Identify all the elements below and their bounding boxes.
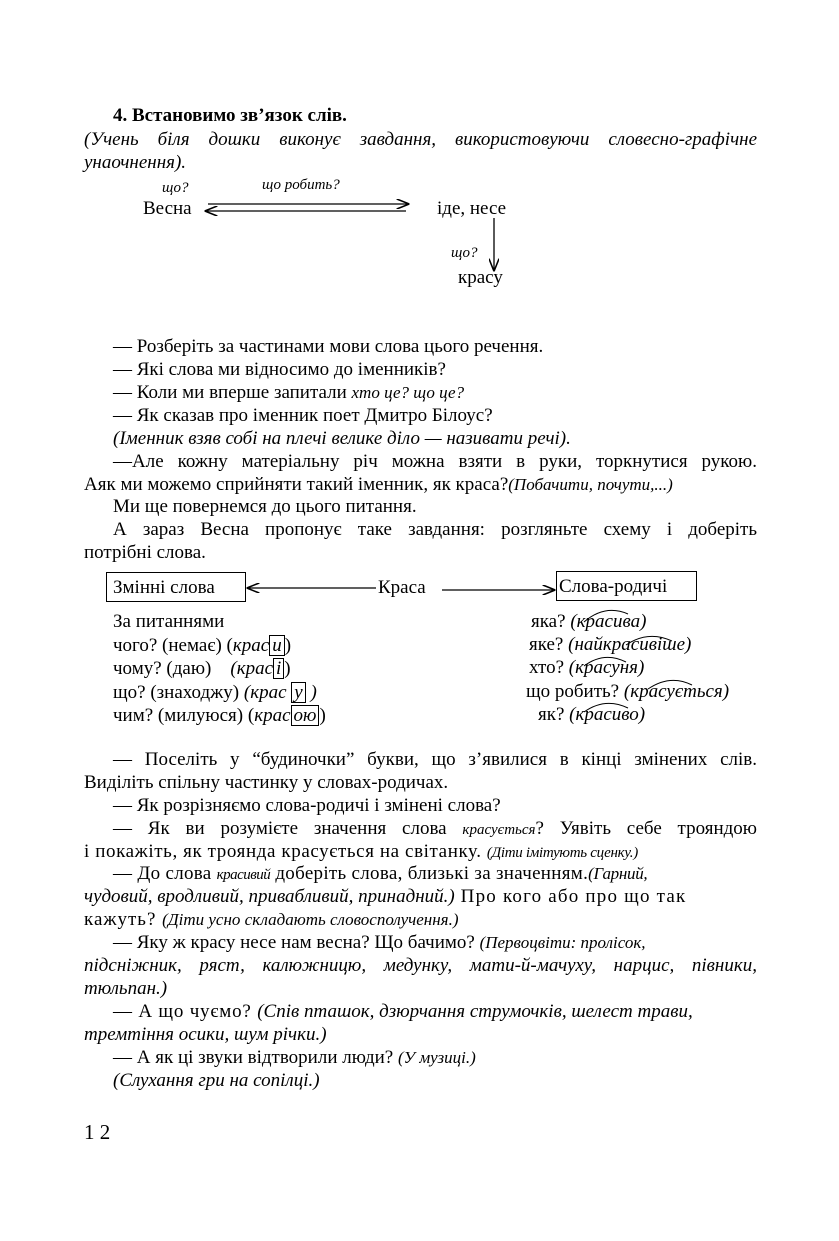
word-vesna: Весна	[143, 198, 192, 219]
section-note-2: унаочнення).	[84, 152, 187, 173]
task-6-cont: тремтіння осики, шум річки.)	[84, 1024, 327, 1045]
question-7: Ми ще повернемся до цього питання.	[113, 496, 417, 517]
right-row: що робить? (красується)	[526, 681, 730, 702]
task-5-cont: підсніжник, ряст, калюжницю, медунку, мати-й-мачуху, нарцис, півники,	[84, 955, 757, 976]
task-2: — Як розрізняємо слова-родичі і змінені слова?	[113, 795, 501, 816]
task-4-cont: чудовий, вродливий, привабливий, принадний.) Про кого або про що так	[84, 886, 687, 907]
task-5: — Яку ж красу несе нам весна? Що бачимо? (Первоцвіти: пролісок,	[113, 932, 646, 953]
question-6-cont: Аяк ми можемо сприйняти такий іменник, як краса?(Побачити, почути,...)	[84, 474, 673, 495]
question-8: А зараз Весна пропонує таке завдання: розгляньте схему і доберіть	[113, 519, 757, 540]
left-row: чого? (немає) (крас и )	[113, 635, 292, 656]
task-3-cont: і покажіть, як троянда красується на світанку. (Діти імітують сценку.)	[84, 841, 638, 862]
left-row: що? (знаходжу) (крас у )	[113, 682, 317, 703]
word-krasa: Краса	[378, 577, 426, 598]
right-row: яка? (красива)	[531, 611, 647, 632]
section-note: (Учень біля дошки виконує завдання, використовуючи словесно-графічне	[84, 129, 757, 150]
page-number: 1 2	[84, 1120, 111, 1144]
question-1: — Розберіть за частинами мови слова цього речення.	[113, 336, 544, 357]
right-row: як? (красиво)	[538, 704, 646, 725]
task-7: — А як ці звуки відтворили люди? (У музиці.)	[113, 1047, 476, 1068]
task-4: — До слова красивий доберіть слова, близькі за значенням.(Гарний,	[113, 863, 648, 884]
left-row: чому? (даю) (крас і )	[113, 658, 291, 679]
task-4-cont-2: кажуть? (Діти усно складають словосполучення.)	[84, 909, 459, 930]
word-krasu: красу	[458, 267, 503, 288]
word-ide-nese: іде, несе	[437, 198, 507, 219]
question-4: — Як сказав про іменник поет Дмитро Білоус?	[113, 405, 493, 426]
question-what-does: що робить?	[262, 177, 340, 193]
section-heading: 4. Встановимо зв’язок слів.	[113, 105, 347, 126]
task-1-cont: Виділіть спільну частинку у словах-родичах.	[84, 772, 449, 793]
question-what-down: що?	[451, 245, 478, 261]
task-8: (Слухання гри на сопілці.)	[113, 1070, 320, 1091]
task-3: — Як ви розумієте значення слова красується? Уявіть себе трояндою	[113, 818, 757, 839]
right-row: яке? (найкрасивіше)	[529, 634, 692, 655]
question-8-cont: потрібні слова.	[84, 542, 206, 563]
question-6: —Але кожну матеріальну річ можна взяти в руки, торкнутися рукою.	[113, 451, 757, 472]
left-header: За питаннями	[113, 611, 225, 632]
left-row: чим? (милуюся) (крас ою )	[113, 705, 326, 726]
question-2: — Які слова ми відносимо до іменників?	[113, 359, 446, 380]
question-5: (Іменник взяв собі на плечі велике діло — називати речі).	[113, 428, 571, 449]
right-row: хто? (красуня)	[529, 657, 645, 678]
question-3: — Коли ми вперше запитали хто це? що це?	[113, 382, 465, 403]
box-related-words: Слова-родичі	[556, 571, 697, 601]
task-6: — А що чуємо? (Спів пташок, дзюрчання струмочків, шелест трави,	[113, 1001, 693, 1022]
box-changed-words: Змінні слова	[106, 572, 246, 602]
question-what-left: що?	[162, 180, 189, 196]
task-1: — Поселіть у “будиночки” букви, що з’явилися в кінці змінених слів.	[113, 749, 757, 770]
task-5-cont-2: тюльпан.)	[84, 978, 168, 999]
